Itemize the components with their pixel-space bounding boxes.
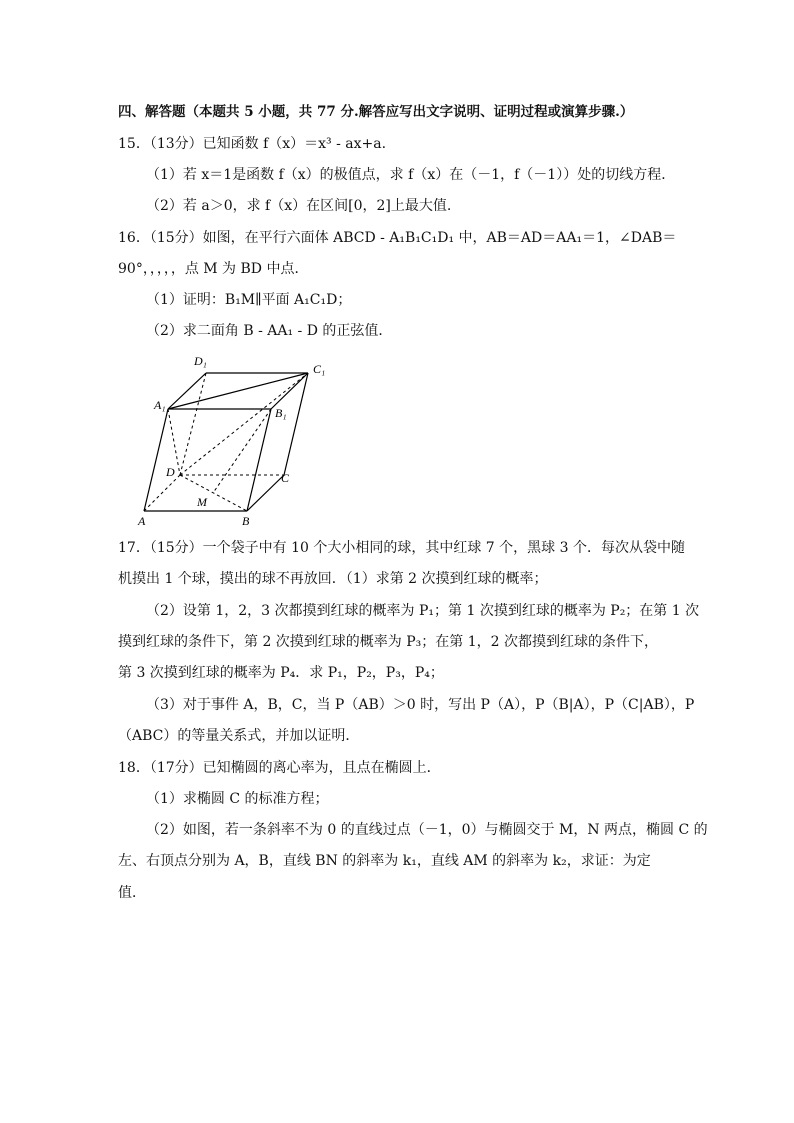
edge-B1-M xyxy=(213,409,271,493)
section-header: 四、解答题（本题共 5 小题，共 77 分.解答应写出文字说明、证明过程或演算步骤.） xyxy=(118,104,634,120)
q16-part1: （1）证明：B₁M∥平面 A₁C₁D； xyxy=(146,292,352,308)
edge-B1-C1 xyxy=(271,373,308,409)
edge-D-D1 xyxy=(180,373,206,475)
label-A1: A₁ xyxy=(154,398,166,412)
q18-part2-line2: 左、右顶点分别为 A，B，直线 BN 的斜率为 k₁，直线 AM 的斜率为 k₂，求证：为定 xyxy=(118,853,651,869)
label-C: C xyxy=(281,471,290,485)
parallelepiped-figure xyxy=(130,345,350,530)
q17-line1: 17．（15分）一个袋子中有 10 个大小相同的球，其中红球 7 个，黑球 3 个．每次从袋中随 xyxy=(118,540,685,556)
q16-stem-line2: 90°，，，，，点 M 为 BD 中点． xyxy=(118,261,309,277)
edge-A1-C1 xyxy=(168,373,308,409)
edge-A-A1 xyxy=(144,409,168,511)
q16-stem-line1: 16．（15分）如图，在平行六面体 ABCD - A₁B₁C₁D₁ 中，AB＝AD＝AA₁＝1，∠DAB＝ xyxy=(118,230,677,246)
label-B: B xyxy=(242,514,250,528)
label-M: M xyxy=(197,495,207,509)
q15-part2: （2）若 a＞0，求 f（x）在区间[0，2]上最大值. xyxy=(146,198,452,214)
q18-part2-line1: （2）如图，若一条斜率不为 0 的直线过点（－1，0）与椭圆交于 M，N 两点，椭圆 C 的 xyxy=(146,822,708,838)
q17-line5: 第 3 次摸到红球的概率为 P₄．求 P₁，P₂，P₃，P₄； xyxy=(118,665,444,681)
edge-C-C1 xyxy=(284,373,308,475)
q18-stem: 18．（17分）已知椭圆的离心率为，且点在椭圆上． xyxy=(118,760,441,776)
q16-part2: （2）求二面角 B - AA₁ - D 的正弦值． xyxy=(146,323,393,339)
label-D1: D₁ xyxy=(194,354,207,368)
q17-line3: （2）设第 1，2，3 次都摸到红球的概率为 P₁；第 1 次摸到红球的概率为 P₂；在第 1 次 xyxy=(146,603,700,619)
q17-line7: （ABC）的等量关系式，并加以证明． xyxy=(118,728,360,744)
q15-stem: 15．（13分）已知函数 f（x）＝x³ - ax+a. xyxy=(118,136,387,152)
label-D: D xyxy=(166,465,175,479)
q18-part1: （1）求椭圆 C 的标准方程； xyxy=(146,791,329,807)
label-C1: C₁ xyxy=(313,362,326,376)
edge-A-D xyxy=(144,475,180,511)
edge-D-C1 xyxy=(180,373,308,475)
label-A: A xyxy=(138,514,146,528)
edge-B-C xyxy=(247,475,284,511)
q17-line2: 机摸出 1 个球，摸出的球不再放回．（1）求第 2 次摸到红球的概率； xyxy=(118,571,548,587)
edge-B-B1 xyxy=(247,409,271,511)
q17-line4: 摸到红球的条件下，第 2 次摸到红球的概率为 P₃；在第 1，2 次都摸到红球的条件下， xyxy=(118,634,659,650)
q17-line6: （3）对于事件 A，B，C，当 P（AB）＞0 时，写出 P（A），P（B|A），P（C|AB），P xyxy=(146,697,695,713)
label-B1: B₁ xyxy=(275,406,287,420)
q18-part2-line3: 值． xyxy=(118,885,146,901)
edge-D-B xyxy=(180,475,247,511)
q15-part1: （1）若 x＝1是函数 f（x）的极值点，求 f（x）在（－1，f（－1））处的切线方程． xyxy=(146,167,676,183)
